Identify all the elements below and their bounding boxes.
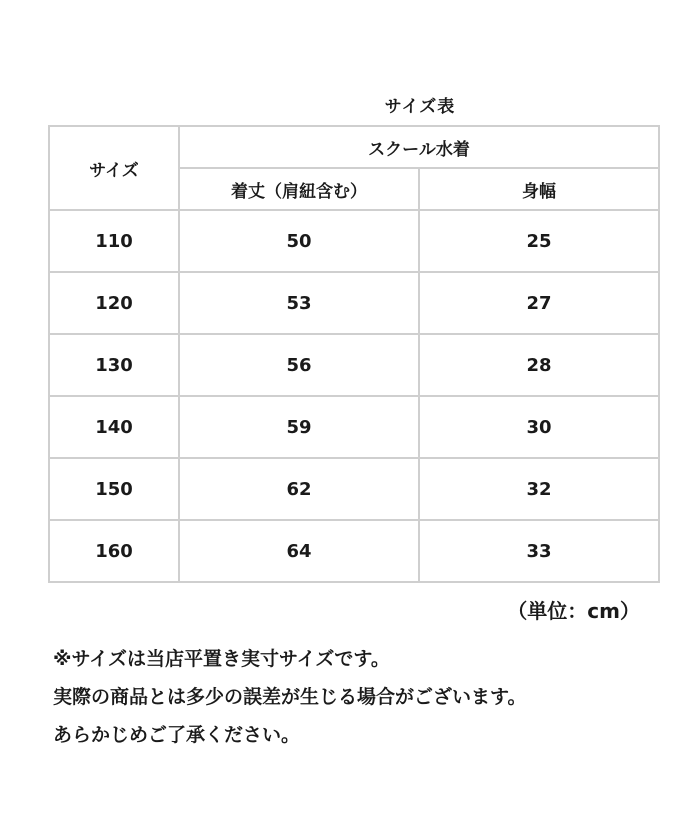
- size-cell: 130: [49, 334, 179, 396]
- width-cell: 25: [419, 210, 659, 272]
- length-cell: 64: [179, 520, 419, 582]
- note-line: ※サイズは当店平置き実寸サイズです。: [53, 648, 390, 670]
- table-row: [49, 272, 659, 334]
- size-cell: 140: [49, 396, 179, 458]
- length-cell: 50: [179, 210, 419, 272]
- width-cell: 28: [419, 334, 659, 396]
- size-cell: 110: [49, 210, 179, 272]
- notes-block: [53, 640, 693, 754]
- table-row: [49, 520, 659, 582]
- width-column-header: 身幅: [419, 168, 659, 210]
- length-cell: 59: [179, 396, 419, 458]
- note-line: あらかじめご了承ください。: [53, 724, 301, 746]
- table-row: [49, 396, 659, 458]
- unit-note: （単位：cm）: [507, 599, 640, 623]
- page-title: サイズ表: [384, 97, 456, 117]
- size-cell: 160: [49, 520, 179, 582]
- size-cell: 120: [49, 272, 179, 334]
- group-header: スクール水着: [179, 126, 659, 168]
- length-column-header: 着丈（肩紐含む）: [179, 168, 419, 210]
- length-cell: 56: [179, 334, 419, 396]
- size-table: [48, 125, 660, 583]
- table-row: [49, 334, 659, 396]
- width-cell: 30: [419, 396, 659, 458]
- length-cell: 53: [179, 272, 419, 334]
- table-row: [49, 210, 659, 272]
- width-cell: 32: [419, 458, 659, 520]
- width-cell: 27: [419, 272, 659, 334]
- size-cell: 150: [49, 458, 179, 520]
- width-cell: 33: [419, 520, 659, 582]
- note-line: 実際の商品とは多少の誤差が生じる場合がございます。: [53, 686, 527, 708]
- size-column-header: サイズ: [49, 126, 179, 210]
- table-header-row: [49, 126, 659, 168]
- table-row: [49, 458, 659, 520]
- length-cell: 62: [179, 458, 419, 520]
